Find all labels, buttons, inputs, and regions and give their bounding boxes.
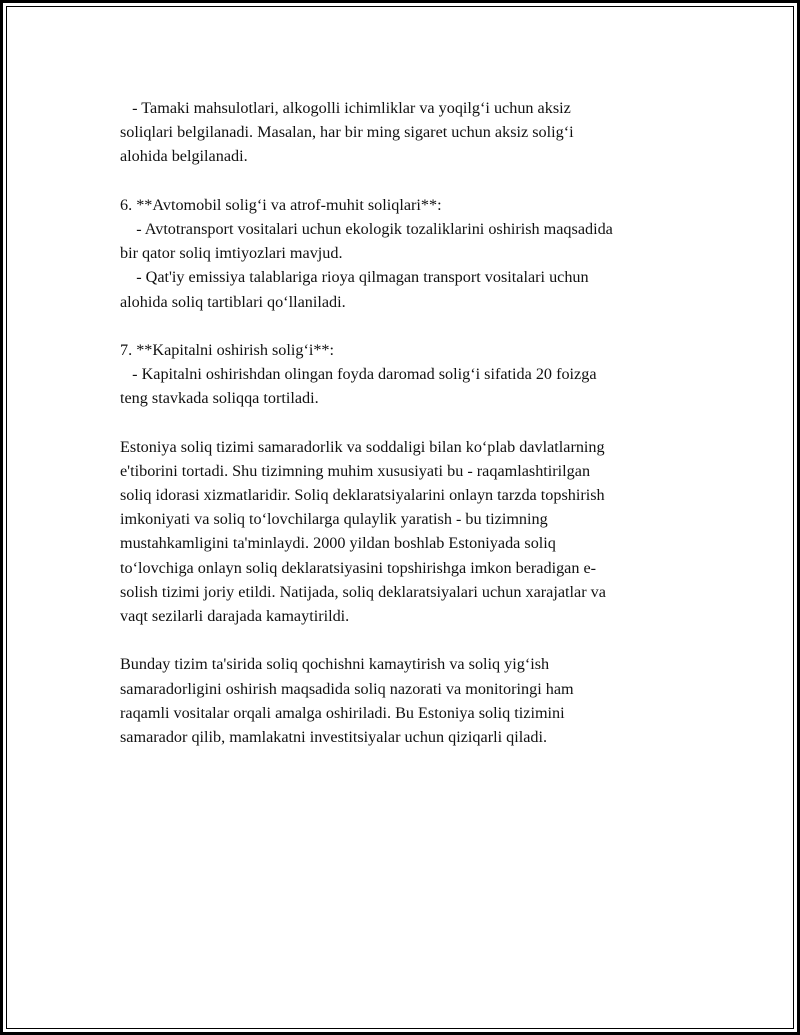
text-line: alohida belgilanadi.: [120, 147, 248, 166]
text-line: - Avtotransport vositalari uchun ekologik tozaliklarini oshirish maqsadida: [120, 219, 613, 238]
text-line: - Kapitalni oshirishdan olingan foyda daromad solig‘i sifatida 20 foizga: [120, 365, 597, 384]
paragraph-gap: [120, 628, 700, 652]
text-line: Estoniya soliq tizimi samaradorlik va soddaligi bilan ko‘plab davlatlarning: [120, 437, 605, 456]
text-line: - Qat'iy emissiya talablariga rioya qilmagan transport vositalari uchun: [120, 268, 589, 287]
paragraph-vehicle-tax: [120, 193, 700, 314]
text-line: teng stavkada soliqqa tortiladi.: [120, 389, 319, 408]
text-line: soliq idorasi xizmatlaridir. Soliq deklaratsiyalarini onlayn tarzda topshirish: [120, 486, 605, 504]
section-heading: 6. **Avtomobil solig‘i va atrof-muhit soliqlari**:: [120, 195, 442, 214]
text-line: bir qator soliq imtiyozlari mavjud.: [120, 244, 343, 263]
text-line: samaradorligini oshirish maqsadida soliq nazorati va monitoringi ham: [120, 679, 574, 698]
text-line: Bunday tizim ta'sirida soliq qochishni kamaytirish va soliq yig‘ish: [120, 655, 550, 674]
text-line: imkoniyati va soliq to‘lovchilarga qulaylik yaratish - bu tizimning: [120, 510, 548, 529]
paragraph-gap: [120, 314, 700, 338]
text-line: samarador qilib, mamlakatni investitsiyalar uchun qiziqarli qiladi.: [120, 727, 548, 746]
text-line: raqamli vositalar orqali amalga oshiriladi. Bu Estoniya soliq tizimini: [120, 703, 565, 722]
text-line: - Tamaki mahsulotlari, alkogolli ichimliklar va yoqilg‘i uchun aksiz: [120, 99, 571, 117]
text-line: solish tizimi joriy etildi. Natijada, soliq deklaratsiyalari uchun xarajatlar va: [120, 582, 606, 601]
paragraph-gap: [120, 169, 700, 193]
text-line: e'tiborini tortadi. Shu tizimning muhim xususiyati bu - raqamlashtirilgan: [120, 461, 591, 480]
paragraph-conclusion: [120, 652, 700, 749]
paragraph-capital-gains-tax: [120, 338, 700, 411]
paragraph-excise-tax: [120, 96, 700, 169]
paragraph-estonia-system: [120, 435, 700, 629]
text-line: vaqt sezilarli darajada kamaytirildi.: [120, 606, 350, 625]
paragraph-gap: [120, 410, 700, 434]
document-body: [120, 96, 700, 749]
text-line: soliqlari belgilanadi. Masalan, har bir ming sigaret uchun aksiz solig‘i: [120, 123, 574, 142]
text-line: to‘lovchiga onlayn soliq deklaratsiyasini topshirishga imkon beradigan e-: [120, 558, 597, 577]
text-line: mustahkamligini ta'minlaydi. 2000 yildan boshlab Estoniyada soliq: [120, 534, 556, 553]
section-heading: 7. **Kapitalni oshirish solig‘i**:: [120, 340, 335, 359]
text-line: alohida soliq tartiblari qo‘llaniladi.: [120, 292, 346, 311]
